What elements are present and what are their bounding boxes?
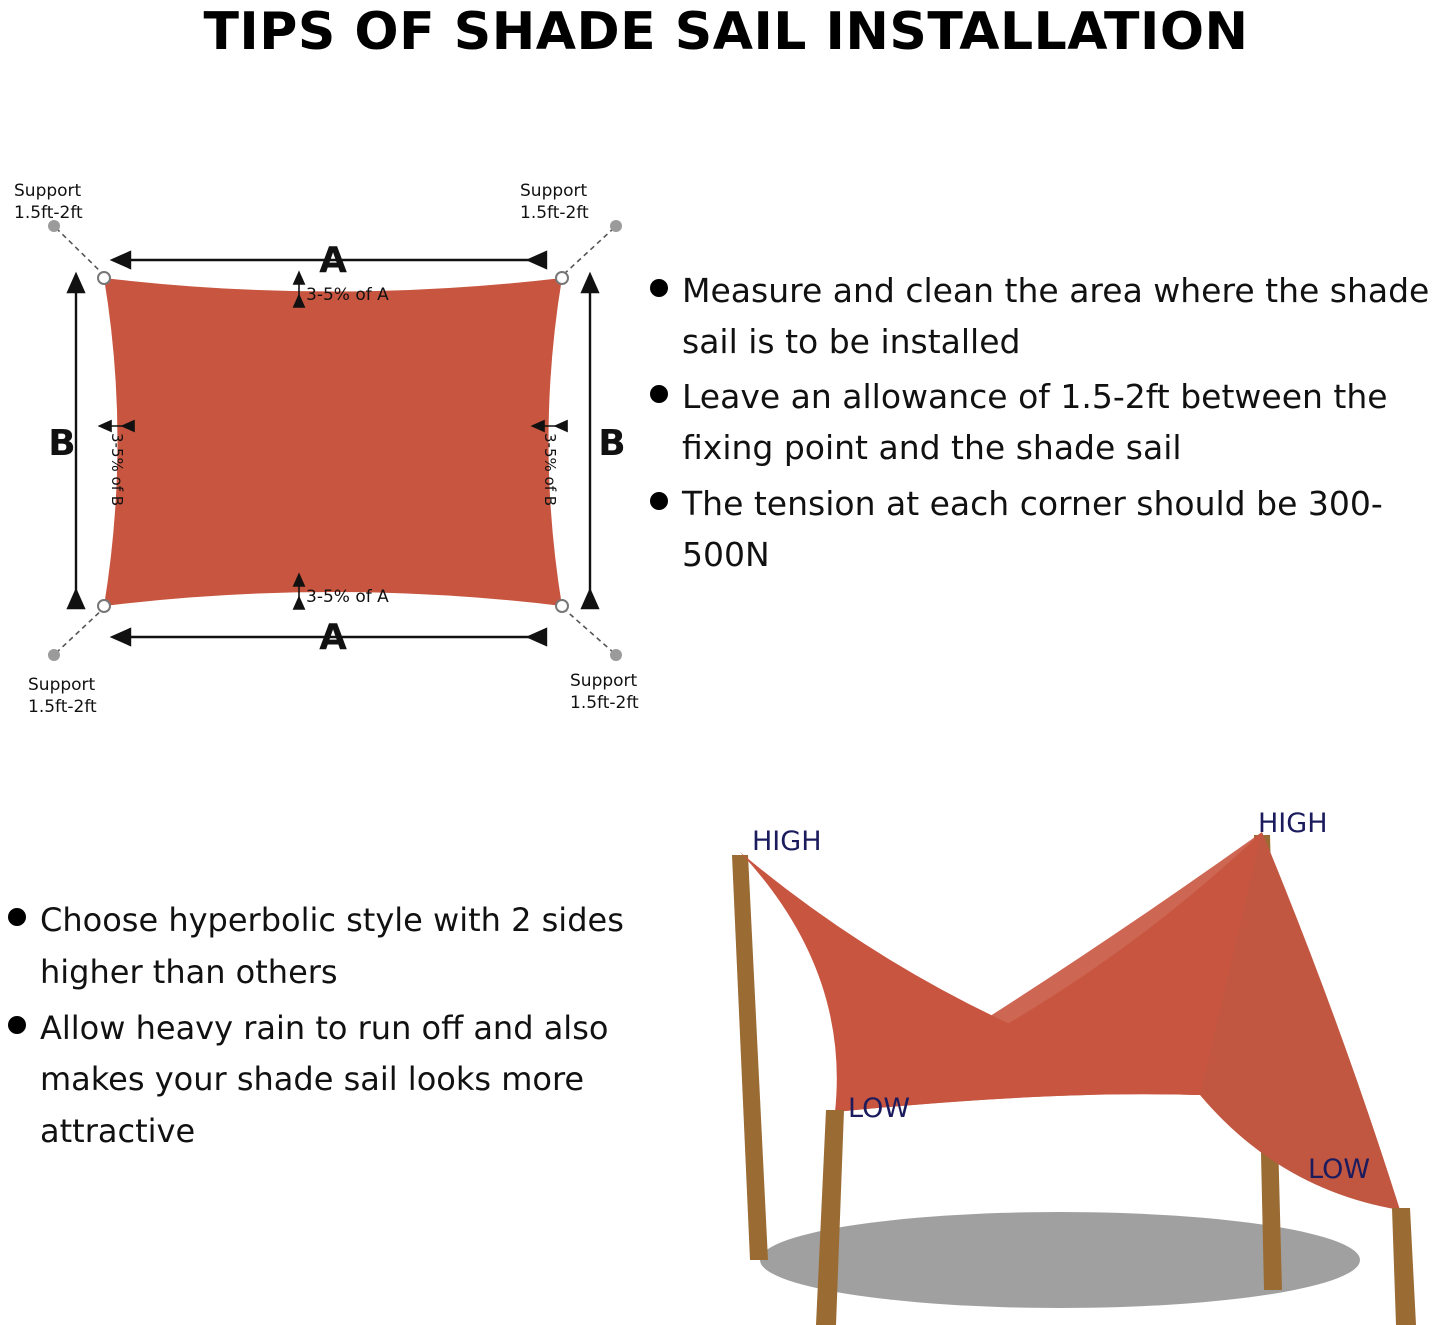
support-label-bottom-right-line2: 1.5ft-2ft [570,693,639,713]
bullet-icon [650,279,668,297]
bullet-icon [650,492,668,510]
tip-text: Leave an allowance of 1.5-2ft between the fixing point and the shade sail [682,377,1388,468]
support-label-bottom-left-line2: 1.5ft-2ft [28,697,97,717]
pole-low-left [816,1110,844,1325]
left-side-label-B: B [48,423,76,464]
pole-high-left [732,855,768,1260]
top-tips-list [650,265,1450,584]
pole-low-right [1392,1208,1416,1325]
bullet-icon [650,385,668,403]
support-label-top-right-line2: 1.5ft-2ft [520,203,589,223]
support-label-top-left-line1: Support [14,181,82,201]
bottom-curve-label: 3-5% of A [306,587,389,607]
support-dot-bottom-right [610,649,622,661]
support-label-top-right-line1: Support [520,181,588,201]
sail-shape [104,278,562,606]
bullet-icon [8,908,26,926]
label-low-left: LOW [848,1093,911,1124]
label-high-left: HIGH [752,826,822,857]
list-item [650,265,1450,367]
support-dot-top-right [610,220,622,232]
top-side-label-A: A [319,240,347,281]
label-low-right: LOW [1308,1154,1371,1185]
right-side-label-B: B [598,423,626,464]
support-label-top-left-line2: 1.5ft-2ft [14,203,83,223]
tip-text: Choose hyperbolic style with 2 sides higher than others [40,901,624,991]
tip-text: The tension at each corner should be 300-500N [682,483,1383,574]
tip-text: Measure and clean the area where the shade sail is to be installed [682,271,1430,362]
support-dot-bottom-left [48,649,60,661]
top-curve-label: 3-5% of A [306,285,389,305]
list-item [8,895,628,999]
bullet-icon [8,1016,26,1034]
tip-text: Allow heavy rain to run off and also makes your shade sail looks more attractive [40,1008,609,1151]
bottom-diagram-container [640,790,1452,1325]
left-curve-label: 3-5% of B [108,433,126,507]
label-high-right: HIGH [1258,808,1328,839]
bottom-side-label-A: A [319,617,347,658]
top-diagram-container [0,150,660,750]
right-curve-label: 3-5% of B [541,433,559,507]
list-item [8,1003,628,1158]
list-item [650,478,1450,580]
support-label-bottom-left-line1: Support [28,675,96,695]
list-item [650,371,1450,473]
bottom-tips-list [8,895,628,1162]
page-title: TIPS OF SHADE SAIL INSTALLATION [203,2,1249,62]
support-label-bottom-right-line1: Support [570,671,638,691]
